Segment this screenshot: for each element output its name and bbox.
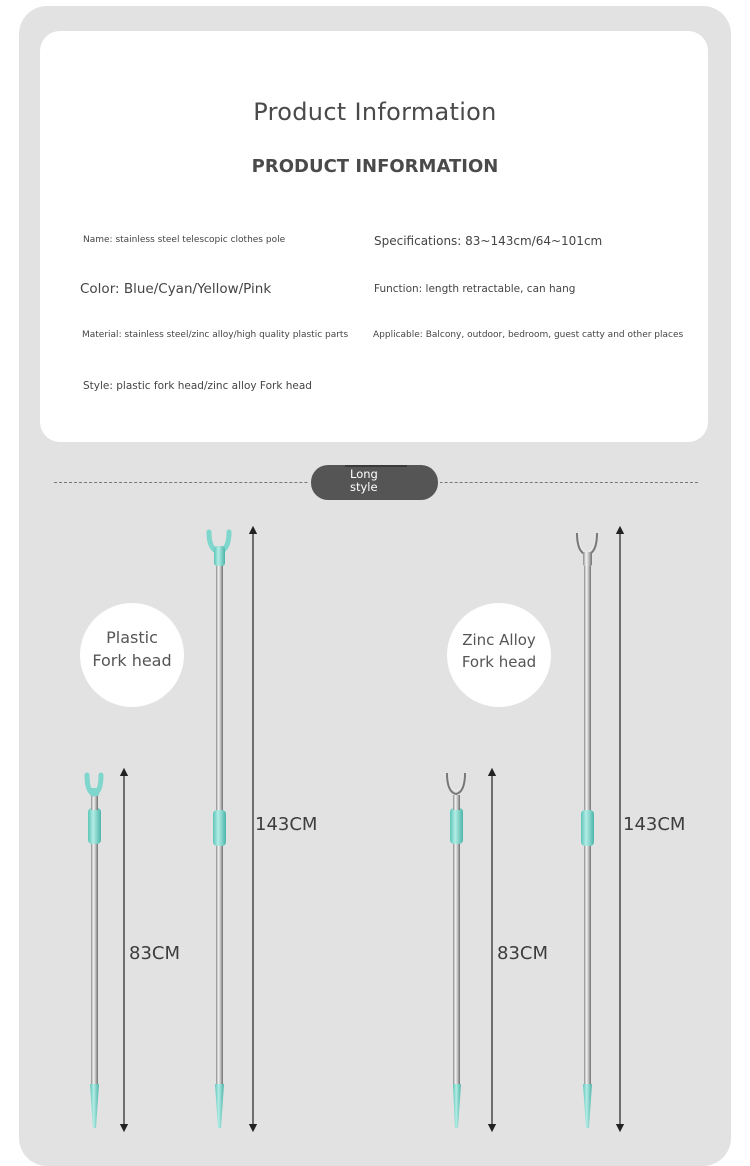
zinc-long-pole (577, 533, 597, 1128)
zinc-badge-line1: Zinc Alloy (462, 631, 536, 649)
info-material: Material: stainless steel/zinc alloy/high quality plastic parts (82, 330, 349, 340)
plastic-badge-line1: Plastic (106, 628, 158, 647)
zinc-short-length-label: 83CM (497, 943, 549, 964)
info-color: Color: Blue/Cyan/Yellow/Pink (80, 281, 272, 297)
info-name: Name: stainless steel telescopic clothes pole (83, 235, 286, 245)
zinc-short-pole (447, 773, 465, 1128)
section-label-line1: Long (350, 467, 378, 481)
plastic-long-length-label: 143CM (255, 814, 318, 835)
plastic-short-length-label: 83CM (129, 943, 181, 964)
zinc-long-length-label: 143CM (623, 814, 686, 835)
info-style: Style: plastic fork head/zinc alloy Fork head (83, 380, 312, 392)
section-label-line2: style (350, 480, 378, 494)
zinc-badge-line2: Fork head (461, 653, 537, 671)
info-applicable: Applicable: Balcony, outdoor, bedroom, guest catty and other places (373, 330, 684, 340)
plastic-short-pole (87, 775, 101, 1128)
info-specifications: Specifications: 83~143cm/64~101cm (374, 234, 603, 248)
plastic-long-pole (209, 532, 229, 1128)
page-subtitle: PRODUCT INFORMATION (251, 156, 499, 177)
page-title: Product Information (253, 98, 497, 126)
plastic-badge-line2: Fork head (92, 651, 172, 670)
info-function: Function: length retractable, can hang (374, 283, 576, 295)
